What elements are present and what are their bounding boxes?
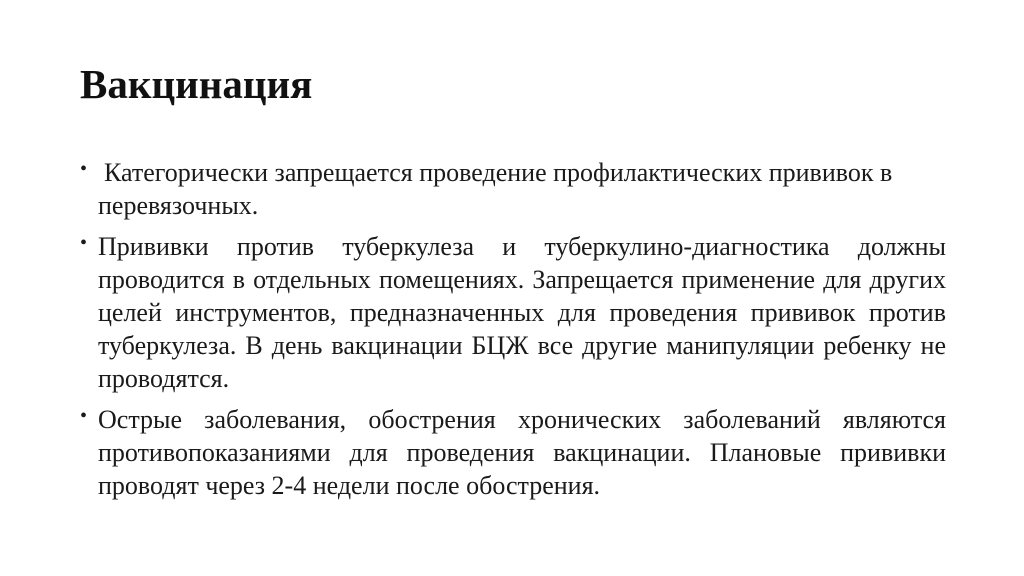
bullet-item bbox=[80, 403, 946, 502]
bullet-list bbox=[80, 156, 946, 510]
bullet-text: Категорически запрещается проведение профилактических прививок в перевязочных. bbox=[98, 158, 893, 220]
bullet-item bbox=[80, 230, 946, 395]
bullet-marker: • bbox=[80, 158, 88, 180]
bullet-marker: • bbox=[80, 232, 88, 254]
slide-title: Вакцинация bbox=[80, 61, 313, 107]
bullet-marker: • bbox=[80, 405, 88, 427]
bullet-text: Острые заболевания, обострения хронических заболеваний являются противопоказаниями для проведения вакцинации. Плановые прививки проводят через 2-4 недели после обострения. bbox=[98, 405, 946, 500]
bullet-text: Прививки против туберкулеза и туберкулино-диагностика должны проводится в отдельных помещениях. Запрещается применение для других целей инструментов, предназначенных для проведения прививок против туберкулеза. В день вакцинации БЦЖ все другие манипуляции ребенку не проводятся. bbox=[98, 232, 946, 393]
bullet-item bbox=[80, 156, 946, 222]
